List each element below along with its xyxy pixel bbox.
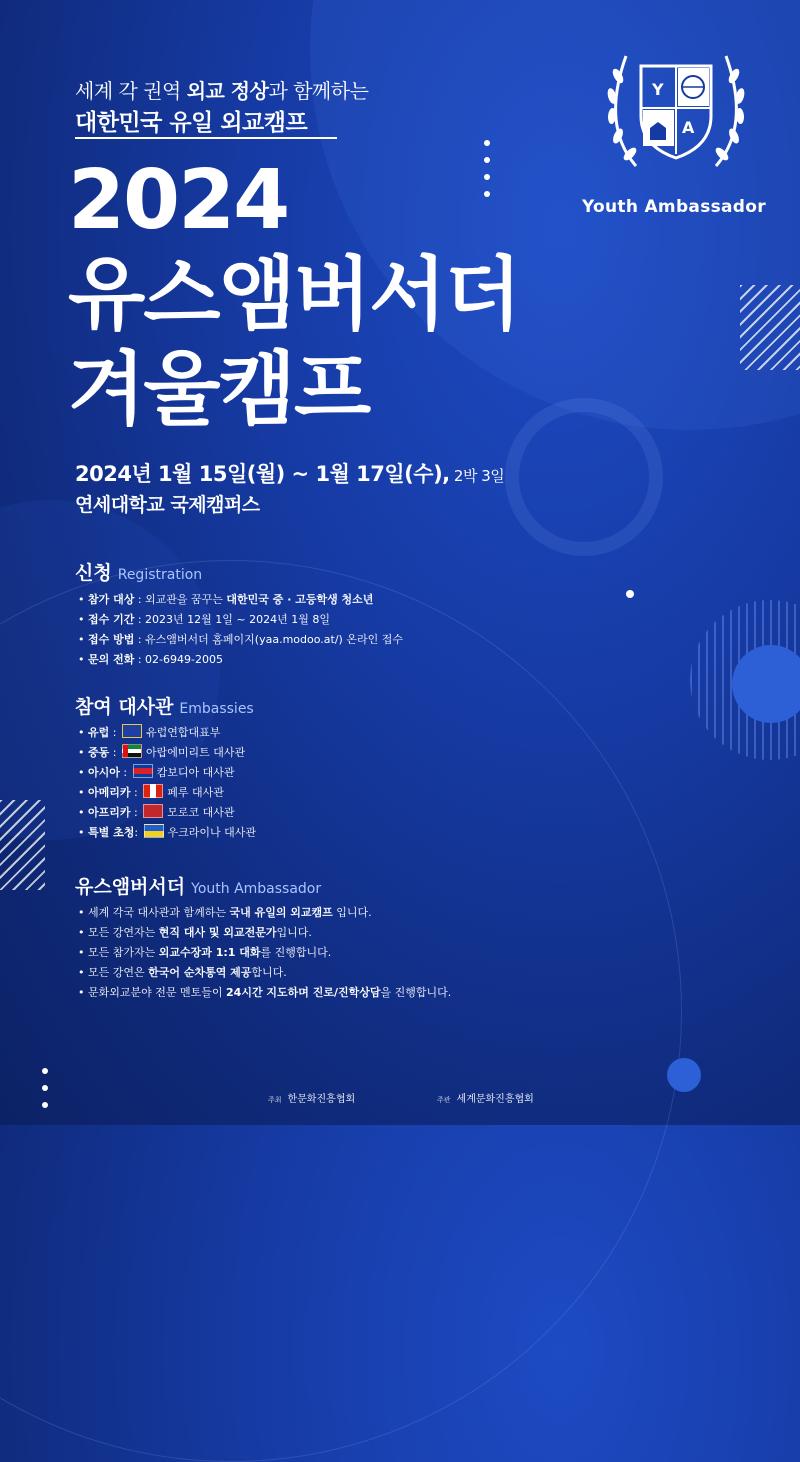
eu-flag-icon <box>122 724 142 738</box>
footer-organizer: 주관 세계문화진흥협회 <box>437 1094 534 1105</box>
bg-ring <box>505 398 663 556</box>
embassies-title: 참여 대사관 Embassies <box>75 696 254 718</box>
logo-letter-y: Y <box>652 80 664 99</box>
logo-name: Youth Ambassador <box>582 197 766 217</box>
small-dot <box>626 590 634 598</box>
dots-vertical-top <box>484 140 490 208</box>
registration-list <box>78 590 403 670</box>
youth-ambassador-logo <box>596 36 756 176</box>
list-item: • 접수 기간 : 2023년 12월 1일 ~ 2024년 1월 8일 <box>78 610 403 630</box>
subtitle-line1: 세계 각 권역 외교 정상과 함께하는 <box>75 79 369 103</box>
subtitle-underline <box>75 137 337 139</box>
registration-title: 신청 Registration <box>75 562 203 584</box>
accent-circle-right <box>732 645 800 723</box>
ukraine-flag-icon <box>144 824 164 838</box>
about-list <box>78 903 451 1003</box>
list-item: • 유럽 : 유럽연합대표부 <box>78 723 256 743</box>
hatch-pattern-right <box>740 285 800 370</box>
list-item: • 특별 초청: 우크라이나 대사관 <box>78 823 256 843</box>
title-line1: 유스앰버서더 <box>68 248 520 341</box>
subtitle-line2: 대한민국 유일 외교캠프 <box>75 110 308 136</box>
list-item: • 중동 : 아랍에미리트 대사관 <box>78 743 256 763</box>
title-line2: 겨울캠프 <box>68 343 370 436</box>
embassies-list <box>78 723 256 843</box>
list-item: • 문화외교분야 전문 멘토들이 24시간 지도하며 진로/진학상담을 진행합니다. <box>78 983 451 1003</box>
list-item: • 세계 각국 대사관과 함께하는 국내 유일의 외교캠프 입니다. <box>78 903 451 923</box>
bg-lines-circle <box>690 600 800 760</box>
event-venue: 연세대학교 국제캠퍼스 <box>75 494 260 516</box>
footer-host: 주최 한문화진흥협회 <box>268 1094 356 1105</box>
list-item: • 문의 전화 : 02-6949-2005 <box>78 650 403 670</box>
accent-circle-bottom <box>667 1058 701 1092</box>
list-item: • 모든 강연은 한국어 순차통역 제공합니다. <box>78 963 451 983</box>
list-item: • 모든 참가자는 외교수장과 1:1 대화를 진행합니다. <box>78 943 451 963</box>
about-title: 유스앰버서더 Youth Ambassador <box>75 876 322 898</box>
list-item: • 모든 강연자는 현직 대사 및 외교전문가입니다. <box>78 923 451 943</box>
uae-flag-icon <box>122 744 142 758</box>
peru-flag-icon <box>143 784 163 798</box>
dots-vertical-bottom <box>42 1068 48 1119</box>
event-duration: 2박 3일 <box>449 467 505 485</box>
list-item: • 참가 대상 : 외교관을 꿈꾸는 대한민국 중 · 고등학생 청소년 <box>78 590 403 610</box>
list-item: • 아프리카 : 모로코 대사관 <box>78 803 256 823</box>
list-item: • 접수 방법 : 유스앰버서더 홈페이지(yaa.modoo.at/) 온라인 접수 <box>78 630 403 650</box>
morocco-flag-icon <box>143 804 163 818</box>
logo-letter-a: A <box>682 118 695 137</box>
title-year: 2024 <box>68 153 289 248</box>
list-item: • 아메리카 : 페루 대사관 <box>78 783 256 803</box>
list-item: • 아시아 : 캄보디아 대사관 <box>78 763 256 783</box>
event-dates: 2024년 1월 15일(월) ~ 1월 17일(수), 2박 3일 <box>75 462 505 486</box>
cambodia-flag-icon <box>133 764 153 778</box>
hatch-pattern-left <box>0 800 45 890</box>
